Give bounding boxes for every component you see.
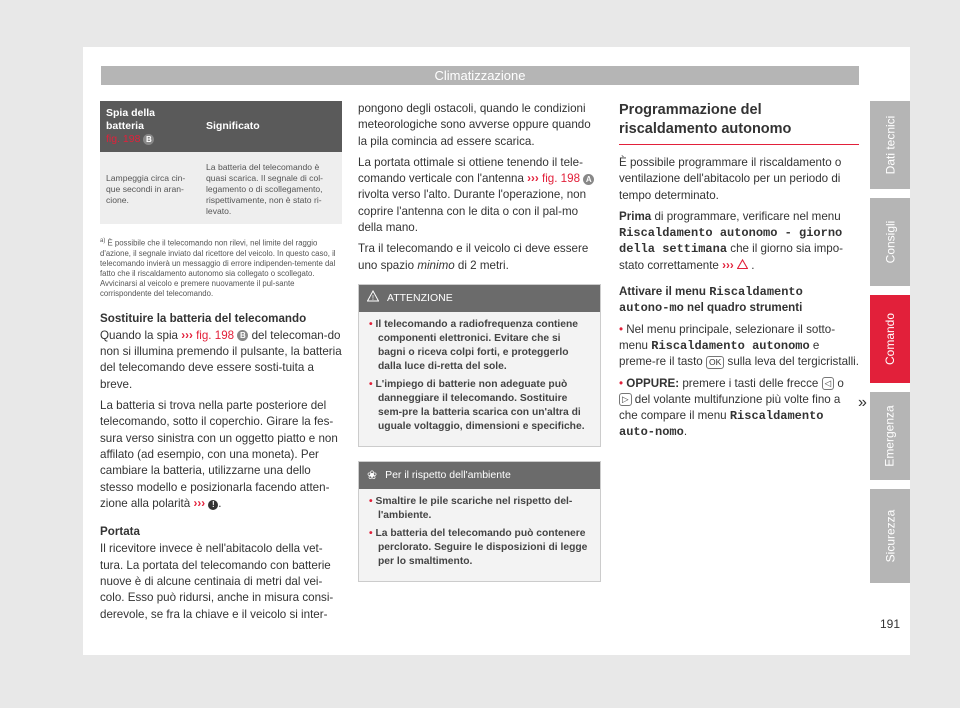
page-header-title: Climatizzazione (434, 68, 526, 83)
table-cell: La batteria del telecomando è quasi scarica. Il segnale di col-legamento o di scollegamento, rispettivamente, non è stato ri-levato. (200, 152, 342, 224)
arrow-icon: ››› (722, 258, 734, 272)
paragraph: La portata ottimale si ottiene tenendo il tele-comando verticale con l'antenna ››› fig. 198 A rivolta verso l'alto. Durante l'operazione, non coprire l'antenna con le dita o con il pal-mo della mano. (358, 155, 601, 236)
paragraph: Il ricevitore invece è nell'abitacolo della vet-tura. La portata del telecomando con batterie nuove è di alcune centinaia di metri dal vei-colo. Esso può ridursi, anche in misura consi-derevole, se fra la chiave e il veicolo si inter- (100, 542, 334, 621)
tab-consigli[interactable]: Consigli (870, 198, 910, 286)
arrow-icon: ››› (527, 172, 539, 186)
paragraph: pongono degli ostacoli, quando le condizioni meteorologiche sono avverse oppure quando la pila comincia ad essere scarica. (358, 102, 591, 148)
badge-a: A (583, 174, 594, 185)
warning-box-body (359, 312, 600, 446)
table-row (100, 152, 342, 224)
list-item: • La batteria del telecomando può contenere perclorato. Seguire le disposizioni di legge per lo smaltimento. (369, 527, 588, 567)
ok-key-icon: OK (706, 356, 724, 369)
table-cell: Lampeggia circa cin-que secondi in aran-cione. (100, 152, 200, 224)
list-item: • L'impiego di batterie non adeguate può danneggiare il telecomando. Sostituire sem-pre la batteria scarica con un'altra di uguale voltaggio, dimensioni e specifiche. (369, 379, 585, 433)
section-heading: Sostituire la batteria del telecomando (100, 311, 307, 325)
environment-box (358, 461, 601, 581)
subheading: Attivare il menu Riscaldamento autono-mo nel quadro strumenti (619, 285, 803, 316)
badge-b: B (143, 134, 154, 145)
svg-text:!: ! (372, 294, 374, 302)
figure-link[interactable]: fig. 198 (541, 172, 581, 186)
table-header-significato: Significato (200, 101, 342, 152)
column-1 (100, 101, 342, 628)
tab-dati-tecnici[interactable]: Dati tecnici (870, 101, 910, 189)
continue-icon: » (858, 394, 867, 411)
section-heading: Portata (100, 525, 140, 539)
warning-circle-icon: ! (208, 500, 218, 510)
list-item: • Il telecomando a radiofrequenza contiene componenti elettronici. Evitare che si bagni o riceva colpi forti, e proteggerlo dalla luce di-retta del sole. (369, 319, 579, 373)
arrow-icon: ››› (193, 496, 206, 510)
tab-sicurezza[interactable]: Sicurezza (870, 489, 910, 583)
column-3 (619, 101, 859, 446)
list-item: • OPPURE: premere i tasti delle frecce ◁ o ▷ del volante multifunzione più volte fino a che compare il menu Riscaldamento auto-nomo. (619, 376, 844, 440)
warning-triangle-icon (737, 259, 751, 272)
paragraph: Quando la spia ››› fig. 198 B del telecoman-do non si illumina premendo il pulsante, la batteria del telecomando deve essere sosti-tuita a breve. (100, 328, 342, 391)
badge-b: B (237, 330, 248, 341)
table-header-spia: Spia della batteria fig. 198 B (100, 101, 200, 152)
figure-link[interactable]: fig. 198 (196, 328, 235, 342)
arrow-icon: ››› (181, 328, 193, 342)
environment-box-header: ❀ Per il rispetto dell'ambiente (359, 462, 600, 488)
environment-box-body (359, 489, 600, 581)
list-item: • Nel menu principale, selezionare il sotto-menu Riscaldamento autonomo e preme-re il tasto OK sulla leva del tergicristalli. (619, 322, 859, 369)
paragraph: Prima di programmare, verificare nel menu Riscaldamento autonomo - giorno della settimana che il giorno sia impo-stato correttamente ››› . (619, 209, 844, 272)
page-number: 191 (880, 617, 901, 631)
paragraph: Tra il telecomando e il veicolo ci deve essere uno spazio minimo di 2 metri. (358, 242, 589, 272)
tab-comando[interactable]: Comando (870, 295, 910, 383)
right-arrow-key-icon: ▷ (619, 393, 632, 406)
leaf-icon: ❀ (367, 468, 378, 483)
indicator-table (100, 101, 342, 224)
footnote: $^{a)}$ È possibile che il telecomando non rilevi, nel limite del raggio d'azione, il segnale inviato dal ricettore del veicolo. In questo caso, il telecomando invierà un messaggio di errore indipenden-temente dal fatto che il riscaldamento autonomo sia collegato o scollegato. Avvicinarsi al veicolo e premere nuovamente il pul-sante corrispondente del telecomando. (100, 238, 336, 298)
warning-triangle-icon (367, 290, 379, 307)
figure-link[interactable]: fig. 198 (106, 133, 141, 145)
tab-emergenza[interactable]: Emergenza (870, 392, 910, 480)
warning-box-header: ! ATTENZIONE (359, 285, 600, 312)
warning-box (358, 284, 601, 447)
column-2 (358, 101, 601, 582)
list-item: • Smaltire le pile scariche nel rispetto del-l'ambiente. (369, 495, 573, 521)
section-title: Programmazione del riscaldamento autonomo (619, 101, 859, 145)
paragraph: È possibile programmare il riscaldamento o ventilazione dell'abitacolo per un periodo di tempo determinato. (619, 156, 842, 202)
left-arrow-key-icon: ◁ (822, 377, 835, 390)
paragraph: La batteria si trova nella parte posteriore del telecomando, sotto il coperchio. Girare la fes-sura verso sinistra con un oggetto piatto e non affilato (ad esempio, con una moneta). Per cambiare la batteria, utilizzarne una dello stesso modello e posizionarla facendo atten-zione alla polarità ››› ! . (100, 399, 338, 510)
